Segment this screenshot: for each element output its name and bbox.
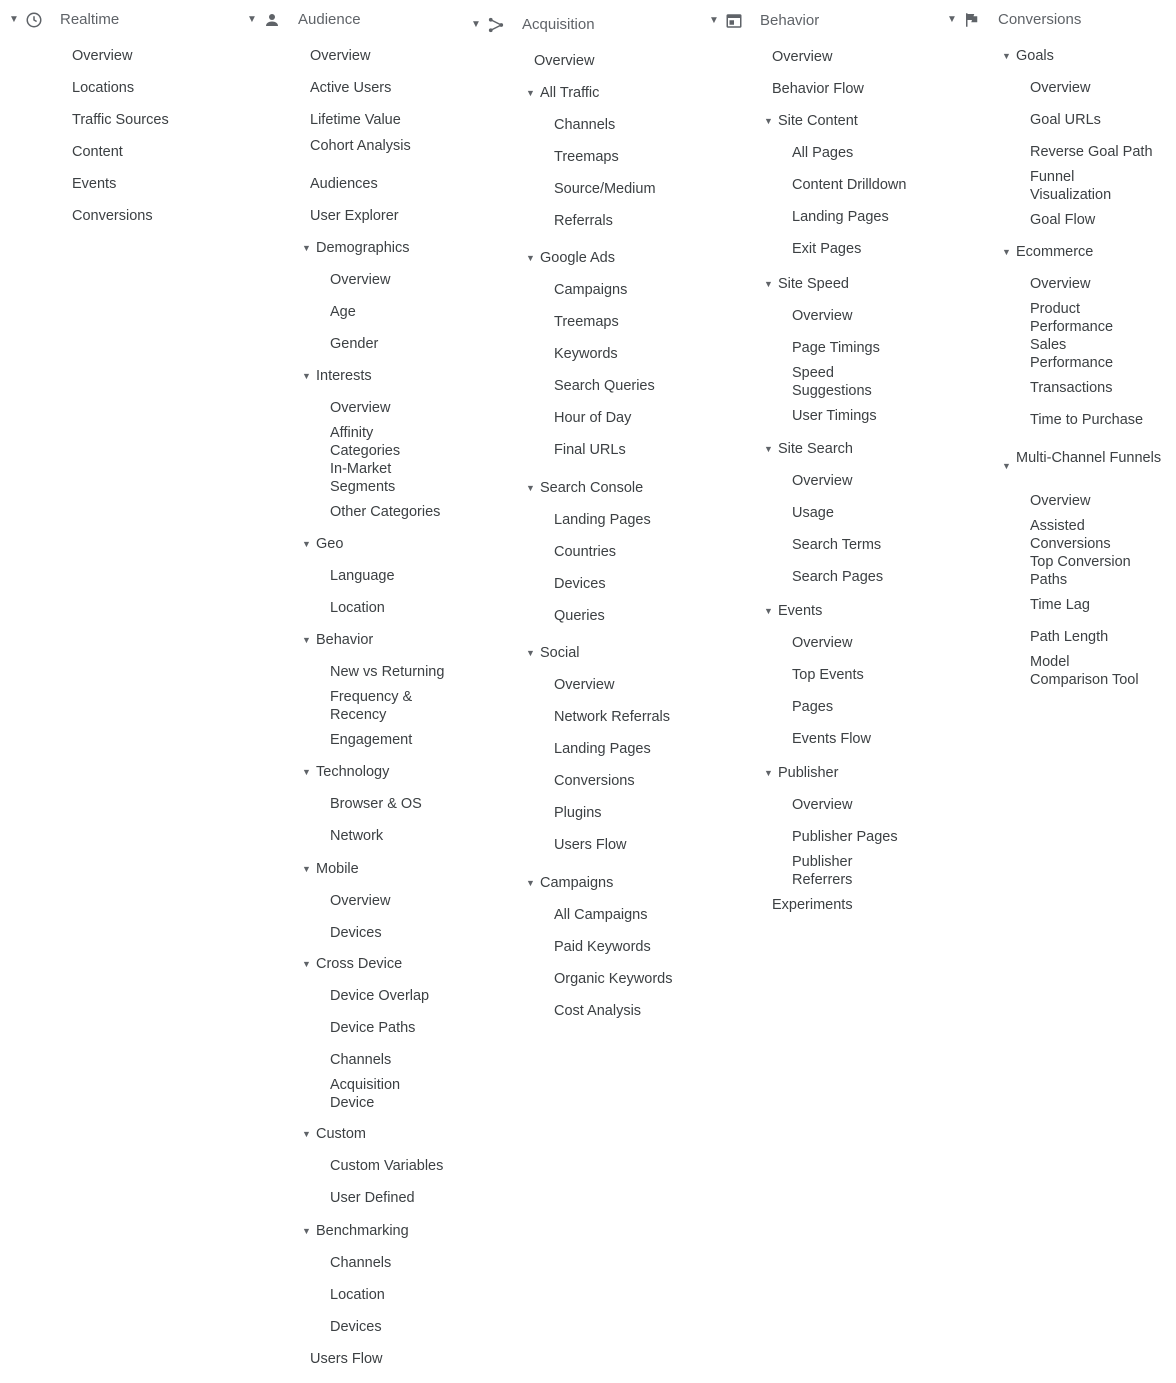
audience-overview[interactable]: Overview <box>310 48 371 64</box>
all-traffic-treemaps[interactable]: Treemaps <box>554 149 619 165</box>
behavior-site-search-group[interactable]: ▼ Site Search <box>764 441 853 457</box>
realtime-locations[interactable]: Locations <box>72 80 135 96</box>
publisher-overview[interactable]: Overview <box>792 797 853 813</box>
browser-window-icon <box>725 12 743 30</box>
behavior-header[interactable] <box>708 9 888 33</box>
caret-down-icon[interactable]: ▼ <box>9 14 19 25</box>
behavior-site-content-group[interactable]: ▼ Site Content <box>764 113 858 129</box>
site-speed-overview[interactable]: Overview <box>792 308 853 324</box>
behavior-site-speed-group[interactable]: ▼ Site Speed <box>764 276 849 292</box>
audience-geo-group[interactable]: ▼ Geo <box>302 536 344 552</box>
google-ads-final-urls[interactable]: Final URLs <box>554 442 626 458</box>
goals-goal-flow[interactable]: Goal Flow <box>1030 212 1096 228</box>
audience-demographics-group[interactable]: ▼ Demographics <box>302 240 410 256</box>
audience-header[interactable] <box>246 8 426 32</box>
caret-down-icon[interactable]: ▼ <box>764 606 773 616</box>
ecommerce-sales-performance[interactable]: Sales Performance <box>1030 337 1114 371</box>
caret-down-icon[interactable]: ▼ <box>1002 51 1011 61</box>
realtime-conversions[interactable]: Conversions <box>72 208 153 224</box>
google-ads-hour-of-day[interactable]: Hour of Day <box>554 410 632 426</box>
custom-variables[interactable]: Custom Variables <box>330 1158 444 1174</box>
acquisition-header[interactable] <box>470 13 650 37</box>
behavior-events-group[interactable]: ▼ Events <box>764 603 823 619</box>
mobile-overview[interactable]: Overview <box>330 893 391 909</box>
caret-down-icon[interactable]: ▼ <box>302 635 311 645</box>
conversions-title[interactable]: Conversions <box>998 11 1082 28</box>
fork-icon <box>487 16 505 34</box>
ecommerce-time-to-purchase[interactable]: Time to Purchase <box>1030 412 1144 428</box>
caret-down-icon[interactable]: ▼ <box>947 14 957 25</box>
site-search-search-terms[interactable]: Search Terms <box>792 537 882 553</box>
social-network-referrals[interactable]: Network Referrals <box>554 709 671 725</box>
google-ads-search-queries[interactable]: Search Queries <box>554 378 655 394</box>
publisher-referrers[interactable]: Publisher Referrers <box>792 854 853 888</box>
site-search-usage[interactable]: Usage <box>792 505 834 521</box>
acquisition-google-ads-group[interactable]: ▼ Google Ads <box>526 250 615 266</box>
benchmarking-devices[interactable]: Devices <box>330 1319 382 1335</box>
site-content-drilldown[interactable]: Content Drilldown <box>792 177 907 193</box>
all-traffic-referrals[interactable]: Referrals <box>554 213 613 229</box>
acquisition-campaigns-group[interactable]: ▼ Campaigns <box>526 875 614 891</box>
search-console-queries[interactable]: Queries <box>554 608 605 624</box>
campaigns-cost-analysis[interactable]: Cost Analysis <box>554 1003 642 1019</box>
caret-down-icon[interactable]: ▼ <box>764 116 773 126</box>
social-overview[interactable]: Overview <box>554 677 615 693</box>
cross-device-channels[interactable]: Channels <box>330 1052 392 1068</box>
caret-down-icon[interactable]: ▼ <box>247 14 257 25</box>
ecommerce-product-performance[interactable]: Product Performance <box>1030 301 1114 335</box>
caret-down-icon[interactable]: ▼ <box>302 959 311 969</box>
mobile-devices[interactable]: Devices <box>330 925 382 941</box>
conversions-header[interactable] <box>946 8 1126 32</box>
interests-in-market-segments[interactable]: In-Market Segments <box>330 461 396 495</box>
caret-down-icon[interactable]: ▼ <box>526 878 535 888</box>
goals-overview[interactable]: Overview <box>1030 80 1091 96</box>
audience-cross-device-group[interactable]: ▼ Cross Device <box>302 956 403 972</box>
realtime-content[interactable]: Content <box>72 144 123 160</box>
technology-network[interactable]: Network <box>330 828 384 844</box>
behavior-frequency-recency[interactable]: Frequency & Recency <box>330 689 413 723</box>
publisher-pages[interactable]: Publisher Pages <box>792 829 898 845</box>
campaigns-paid-keywords[interactable]: Paid Keywords <box>554 939 651 955</box>
realtime-traffic-sources[interactable]: Traffic Sources <box>72 112 169 128</box>
behavior-engagement[interactable]: Engagement <box>330 732 413 748</box>
mcf-time-lag[interactable]: Time Lag <box>1030 597 1090 613</box>
goals-funnel-visualization[interactable]: Funnel Visualization <box>1030 169 1112 203</box>
behavior-new-vs-returning[interactable]: New vs Returning <box>330 664 445 680</box>
audience-user-explorer[interactable]: User Explorer <box>310 208 399 224</box>
behavior-publisher-group[interactable]: ▼ Publisher <box>764 765 839 781</box>
realtime-events[interactable]: Events <box>72 176 117 192</box>
caret-down-icon[interactable]: ▼ <box>471 19 481 30</box>
social-users-flow[interactable]: Users Flow <box>554 837 627 853</box>
mcf-overview[interactable]: Overview <box>1030 493 1091 509</box>
cross-device-acquisition-device[interactable]: Acquisition Device <box>330 1077 401 1111</box>
site-speed-user-timings[interactable]: User Timings <box>792 408 877 424</box>
ecommerce-transactions[interactable]: Transactions <box>1030 380 1113 396</box>
demographics-overview[interactable]: Overview <box>330 272 391 288</box>
goals-reverse-goal-path[interactable]: Reverse Goal Path <box>1030 144 1153 160</box>
audience-technology-group[interactable]: ▼ Technology <box>302 764 390 780</box>
conversions-mcf-group[interactable]: ▼ Multi-Channel Funnels <box>1016 449 1126 467</box>
realtime-overview[interactable]: Overview <box>72 48 133 64</box>
flag-icon <box>963 11 981 29</box>
google-ads-treemaps[interactable]: Treemaps <box>554 314 619 330</box>
cross-device-overlap[interactable]: Device Overlap <box>330 988 430 1004</box>
demographics-age[interactable]: Age <box>330 304 356 320</box>
site-speed-page-timings[interactable]: Page Timings <box>792 340 880 356</box>
mcf-path-length[interactable]: Path Length <box>1030 629 1109 645</box>
caret-down-icon[interactable]: ▼ <box>1002 461 1011 471</box>
mcf-assisted-conversions[interactable]: Assisted Conversions <box>1030 518 1111 552</box>
google-ads-campaigns[interactable]: Campaigns <box>554 282 628 298</box>
audience-cohort-analysis[interactable]: Cohort Analysis <box>310 138 411 154</box>
social-landing-pages[interactable]: Landing Pages <box>554 741 651 757</box>
search-console-devices[interactable]: Devices <box>554 576 606 592</box>
social-plugins[interactable]: Plugins <box>554 805 602 821</box>
site-content-exit-pages[interactable]: Exit Pages <box>792 241 862 257</box>
google-ads-keywords[interactable]: Keywords <box>554 346 618 362</box>
mcf-model-comparison-tool[interactable]: Model Comparison Tool <box>1030 654 1139 688</box>
geo-language[interactable]: Language <box>330 568 395 584</box>
caret-down-icon[interactable]: ▼ <box>302 371 311 381</box>
realtime-header[interactable] <box>8 8 188 32</box>
audience-mobile-group[interactable]: ▼ Mobile <box>302 861 359 877</box>
caret-down-icon[interactable]: ▼ <box>302 767 311 777</box>
caret-down-icon[interactable]: ▼ <box>764 768 773 778</box>
site-speed-speed-suggestions[interactable]: Speed Suggestions <box>792 365 872 399</box>
interests-affinity-categories[interactable]: Affinity Categories <box>330 425 401 459</box>
interests-other-categories[interactable]: Other Categories <box>330 504 441 520</box>
demographics-gender[interactable]: Gender <box>330 336 379 352</box>
audience-behavior-group[interactable]: ▼ Behavior <box>302 632 374 648</box>
all-traffic-source-medium[interactable]: Source/Medium <box>554 181 656 197</box>
audience-custom-group[interactable]: ▼ Custom <box>302 1126 366 1142</box>
acquisition-social-group[interactable]: ▼ Social <box>526 645 580 661</box>
mcf-top-conversion-paths[interactable]: Top Conversion Paths <box>1030 554 1131 588</box>
acquisition-overview[interactable]: Overview <box>534 53 595 69</box>
conversions-goals-group[interactable]: ▼ Goals <box>1002 48 1054 64</box>
caret-down-icon[interactable]: ▼ <box>526 253 535 263</box>
audience-audiences[interactable]: Audiences <box>310 176 378 192</box>
person-icon <box>263 11 281 29</box>
behavior-title[interactable]: Behavior <box>760 12 820 29</box>
behavior-experiments[interactable]: Experiments <box>772 897 853 913</box>
clock-icon <box>25 11 43 29</box>
site-content-all-pages[interactable]: All Pages <box>792 145 854 161</box>
events-overview[interactable]: Overview <box>792 635 853 651</box>
realtime-title[interactable]: Realtime <box>60 11 120 28</box>
caret-down-icon[interactable]: ▼ <box>764 279 773 289</box>
events-top-events[interactable]: Top Events <box>792 667 864 683</box>
caret-down-icon[interactable]: ▼ <box>1002 247 1011 257</box>
caret-down-icon[interactable]: ▼ <box>302 539 311 549</box>
caret-down-icon[interactable]: ▼ <box>302 864 311 874</box>
benchmarking-location[interactable]: Location <box>330 1287 385 1303</box>
social-conversions[interactable]: Conversions <box>554 773 635 789</box>
acquisition-all-traffic-group[interactable]: ▼ All Traffic <box>526 85 600 101</box>
audience-title[interactable]: Audience <box>298 11 361 28</box>
caret-down-icon[interactable]: ▼ <box>526 483 535 493</box>
caret-down-icon[interactable]: ▼ <box>302 1226 311 1236</box>
caret-down-icon[interactable]: ▼ <box>526 648 535 658</box>
site-search-search-pages[interactable]: Search Pages <box>792 569 884 585</box>
custom-user-defined[interactable]: User Defined <box>330 1190 415 1206</box>
behavior-overview[interactable]: Overview <box>772 49 833 65</box>
acquisition-search-console-group[interactable]: ▼ Search Console <box>526 480 644 496</box>
audience-active-users[interactable]: Active Users <box>310 80 392 96</box>
site-search-overview[interactable]: Overview <box>792 473 853 489</box>
technology-browser-os[interactable]: Browser & OS <box>330 796 422 812</box>
events-pages[interactable]: Pages <box>792 699 834 715</box>
search-console-countries[interactable]: Countries <box>554 544 617 560</box>
caret-down-icon[interactable]: ▼ <box>526 88 535 98</box>
caret-down-icon[interactable]: ▼ <box>302 1129 311 1139</box>
behavior-flow[interactable]: Behavior Flow <box>772 81 864 97</box>
campaigns-organic-keywords[interactable]: Organic Keywords <box>554 971 673 987</box>
goals-goal-urls[interactable]: Goal URLs <box>1030 112 1101 128</box>
acquisition-title[interactable]: Acquisition <box>522 16 595 33</box>
ecommerce-overview[interactable]: Overview <box>1030 276 1091 292</box>
geo-location[interactable]: Location <box>330 600 385 616</box>
caret-down-icon[interactable]: ▼ <box>764 444 773 454</box>
campaigns-all-campaigns[interactable]: All Campaigns <box>554 907 648 923</box>
site-content-landing-pages[interactable]: Landing Pages <box>792 209 889 225</box>
benchmarking-channels[interactable]: Channels <box>330 1255 392 1271</box>
all-traffic-channels[interactable]: Channels <box>554 117 616 133</box>
cross-device-paths[interactable]: Device Paths <box>330 1020 416 1036</box>
audience-lifetime-value[interactable]: Lifetime Value <box>310 112 401 128</box>
conversions-ecommerce-group[interactable]: ▼ Ecommerce <box>1002 244 1094 260</box>
caret-down-icon[interactable]: ▼ <box>302 243 311 253</box>
events-flow[interactable]: Events Flow <box>792 731 871 747</box>
audience-interests-group[interactable]: ▼ Interests <box>302 368 372 384</box>
audience-benchmarking-group[interactable]: ▼ Benchmarking <box>302 1223 409 1239</box>
interests-overview[interactable]: Overview <box>330 400 391 416</box>
audience-users-flow[interactable]: Users Flow <box>310 1351 383 1367</box>
search-console-landing-pages[interactable]: Landing Pages <box>554 512 651 528</box>
caret-down-icon[interactable]: ▼ <box>709 15 719 26</box>
